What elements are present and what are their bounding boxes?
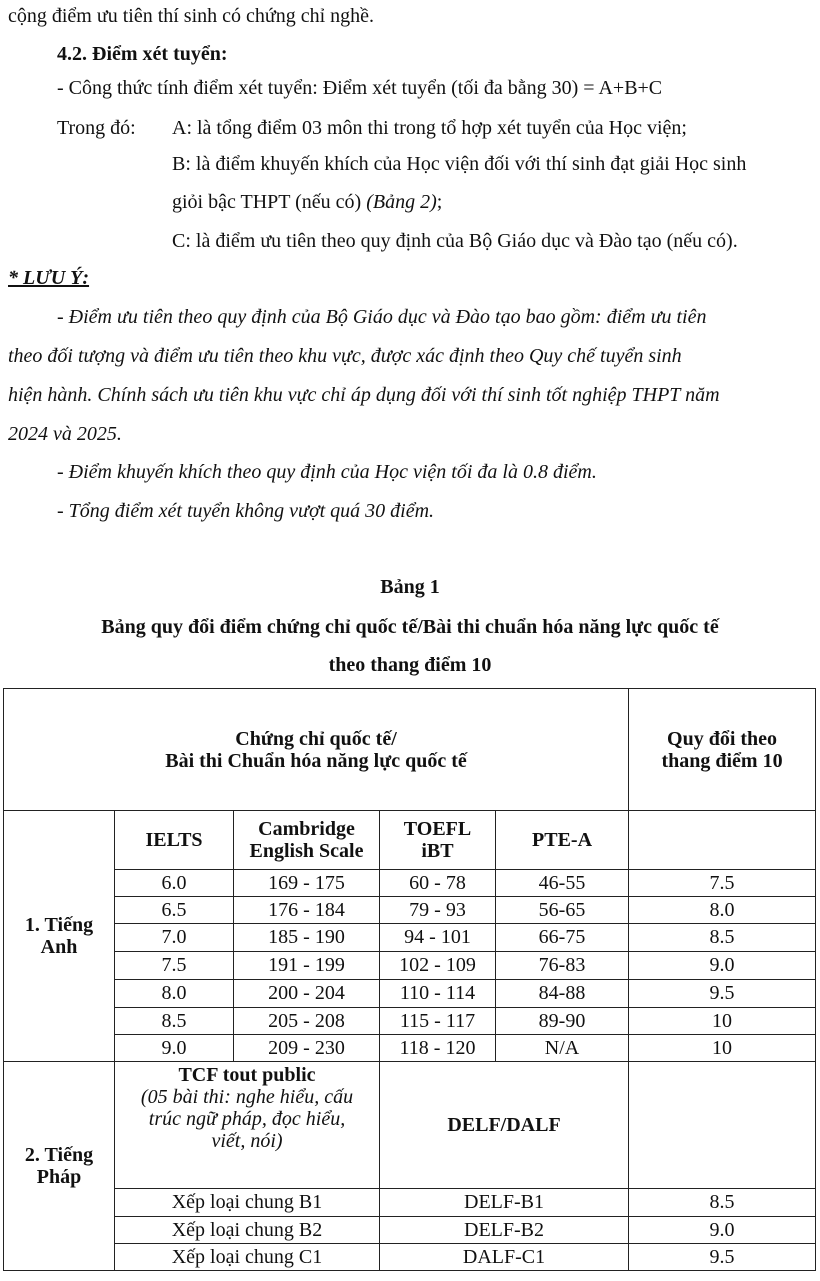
pte-cell: 46-55: [496, 869, 629, 896]
score-cell: 9.0: [629, 1216, 816, 1243]
col-pte-header: PTE-A: [496, 811, 629, 869]
table-row: [4, 1216, 816, 1243]
toefl-cell: 94 - 101: [380, 923, 496, 951]
definition-b-text: giỏi bậc THPT (nếu có): [172, 191, 367, 213]
note-3: - Tổng điểm xét tuyển không vượt quá 30 điểm.: [57, 500, 435, 522]
table-row: [4, 1035, 816, 1062]
table-row: [4, 1188, 816, 1216]
definition-a: A: là tổng điểm 03 môn thi trong tổ hợp xét tuyển của Học viện;: [172, 117, 687, 139]
col-cambridge-line-1: Cambridge: [258, 818, 355, 840]
intro-line: cộng điểm ưu tiên thí sinh có chứng chỉ nghề.: [8, 5, 375, 27]
tcf-cell: Xếp loại chung B1: [115, 1188, 380, 1216]
col-toefl-header: [380, 811, 496, 869]
col-toefl-line-2: iBT: [421, 840, 454, 862]
english-label-line-2: Anh: [40, 936, 78, 959]
cambridge-cell: 209 - 230: [234, 1035, 380, 1062]
definition-b-line-1: B: là điểm khuyến khích của Học viện đối với thí sinh đạt giải Học sinh: [172, 153, 747, 175]
table-row: [4, 951, 816, 979]
table-label: Bảng 1: [380, 576, 440, 598]
col-cambridge-line-2: English Scale: [249, 840, 364, 862]
table-row: [4, 896, 816, 923]
english-label-line-1: 1. Tiếng: [24, 914, 94, 937]
col-tcf-header: [115, 1062, 380, 1188]
table-title-line-2: theo thang điểm 10: [328, 654, 492, 676]
french-label-line-2: Pháp: [36, 1166, 82, 1189]
definition-b-end: ;: [436, 191, 443, 213]
delf-cell: DELF-B2: [380, 1216, 629, 1243]
header-conversion-cell: [629, 689, 816, 811]
conversion-table: [3, 688, 816, 1271]
empty-score-header: [629, 1062, 816, 1188]
score-cell: 8.5: [629, 1188, 816, 1216]
col-ielts-header: IELTS: [115, 811, 234, 869]
cambridge-cell: 185 - 190: [234, 923, 380, 951]
ielts-cell: 8.5: [115, 1008, 234, 1035]
french-group-label: [4, 1062, 115, 1271]
note-1-line-4: 2024 và 2025.: [8, 423, 122, 445]
score-cell: 10: [629, 1035, 816, 1062]
score-cell: 9.0: [629, 951, 816, 979]
ielts-cell: 6.5: [115, 896, 234, 923]
where-label: Trong đó:: [57, 117, 136, 139]
french-subheader-row: [4, 1062, 816, 1188]
toefl-cell: 60 - 78: [380, 869, 496, 896]
ielts-cell: 6.0: [115, 869, 234, 896]
cambridge-cell: 176 - 184: [234, 896, 380, 923]
delf-cell: DALF-C1: [380, 1243, 629, 1270]
table-row: [4, 979, 816, 1007]
score-cell: 10: [629, 1008, 816, 1035]
tcf-cell: Xếp loại chung C1: [115, 1243, 380, 1270]
col-tcf-title: TCF tout public: [178, 1064, 316, 1087]
section-heading: 4.2. Điểm xét tuyển:: [57, 43, 228, 65]
pte-cell: N/A: [496, 1035, 629, 1062]
english-group-label: [4, 811, 115, 1062]
ielts-cell: 8.0: [115, 979, 234, 1007]
definition-c: C: là điểm ưu tiên theo quy định của Bộ Giáo dục và Đào tạo (nếu có).: [172, 230, 738, 252]
col-tcf-note-line-2: trúc ngữ pháp, đọc hiểu,: [148, 1108, 346, 1131]
cambridge-cell: 205 - 208: [234, 1008, 380, 1035]
toefl-cell: 118 - 120: [380, 1035, 496, 1062]
header-certificate-line-1: Chứng chỉ quốc tế/: [235, 727, 397, 750]
col-toefl-line-1: TOEFL: [403, 818, 472, 840]
col-tcf-note-line-1: (05 bài thi: nghe hiểu, cấu: [140, 1086, 354, 1109]
ielts-cell: 7.5: [115, 951, 234, 979]
header-certificate-cell: [4, 689, 629, 811]
header-conversion-line-2: thang điểm 10: [661, 749, 783, 772]
note-1-line-1: - Điểm ưu tiên theo quy định của Bộ Giáo dục và Đào tạo bao gồm: điểm ưu tiên: [57, 306, 707, 328]
note-2: - Điểm khuyến khích theo quy định của Học viện tối đa là 0.8 điểm.: [57, 461, 597, 483]
tcf-cell: Xếp loại chung B2: [115, 1216, 380, 1243]
table-row: [4, 1008, 816, 1035]
pte-cell: 89-90: [496, 1008, 629, 1035]
definition-b-table-ref: (Bảng 2): [366, 191, 437, 213]
definition-b-line-2: [172, 190, 442, 214]
pte-cell: 76-83: [496, 951, 629, 979]
ielts-cell: 9.0: [115, 1035, 234, 1062]
note-heading: * LƯU Ý:: [8, 267, 90, 289]
note-1-line-3: hiện hành. Chính sách ưu tiên khu vực chỉ áp dụng đối với thí sinh tốt nghiệp THPT năm: [8, 384, 720, 406]
score-cell: 7.5: [629, 869, 816, 896]
toefl-cell: 115 - 117: [380, 1008, 496, 1035]
delf-cell: DELF-B1: [380, 1188, 629, 1216]
col-delf-header: DELF/DALF: [380, 1062, 629, 1188]
cambridge-cell: 169 - 175: [234, 869, 380, 896]
pte-cell: 56-65: [496, 896, 629, 923]
table-row: [4, 869, 816, 896]
toefl-cell: 102 - 109: [380, 951, 496, 979]
french-label-line-1: 2. Tiếng: [24, 1144, 94, 1167]
empty-score-header: [629, 811, 816, 869]
score-cell: 9.5: [629, 1243, 816, 1270]
table-row: [4, 1243, 816, 1270]
english-subheader-row: [4, 811, 816, 869]
ielts-cell: 7.0: [115, 923, 234, 951]
cambridge-cell: 200 - 204: [234, 979, 380, 1007]
header-certificate-line-2: Bài thi Chuẩn hóa năng lực quốc tế: [165, 749, 467, 772]
table-row: [4, 923, 816, 951]
note-1-line-2: theo đối tượng và điểm ưu tiên theo khu vực, được xác định theo Quy chế tuyển sinh: [8, 345, 682, 367]
table-title-line-1: Bảng quy đổi điểm chứng chỉ quốc tế/Bài thi chuẩn hóa năng lực quốc tế: [101, 616, 719, 638]
cambridge-cell: 191 - 199: [234, 951, 380, 979]
score-cell: 9.5: [629, 979, 816, 1007]
formula-line: - Công thức tính điểm xét tuyển: Điểm xét tuyển (tối đa bằng 30) = A+B+C: [57, 77, 663, 99]
toefl-cell: 79 - 93: [380, 896, 496, 923]
header-conversion-line-1: Quy đổi theo: [667, 727, 778, 750]
table-header-row: [4, 689, 816, 811]
toefl-cell: 110 - 114: [380, 979, 496, 1007]
pte-cell: 66-75: [496, 923, 629, 951]
score-cell: 8.0: [629, 896, 816, 923]
col-tcf-note-line-3: viết, nói): [211, 1130, 283, 1153]
col-cambridge-header: [234, 811, 380, 869]
score-cell: 8.5: [629, 923, 816, 951]
pte-cell: 84-88: [496, 979, 629, 1007]
